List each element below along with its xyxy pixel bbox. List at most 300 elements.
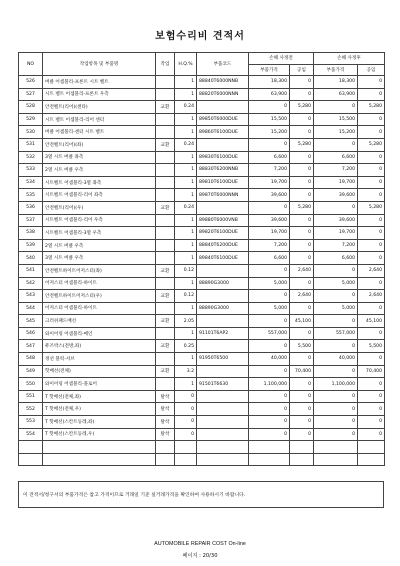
cell-after-labor: 0	[358, 164, 385, 177]
cell-before-part-price: 0	[249, 101, 290, 114]
cell-code	[197, 416, 249, 429]
cell-before-part-price: 1,100,000	[249, 378, 290, 391]
cell-no: 546	[19, 327, 43, 340]
cell-before-part-price: 15,200	[249, 126, 290, 139]
cell-code	[197, 428, 249, 441]
cell-code	[197, 390, 249, 403]
cell-after-labor: 45,100	[358, 315, 385, 328]
empty-cell	[43, 441, 156, 454]
cell-after-part-price: 6,600	[314, 151, 358, 164]
cell-no: 535	[19, 189, 43, 202]
cell-work	[156, 327, 175, 340]
cell-item: 크러쉬패드배선	[43, 315, 156, 328]
table-row	[19, 378, 385, 391]
cell-after-part-price: 15,500	[314, 113, 358, 126]
cell-before-part-price: 0	[249, 428, 290, 441]
cell-code	[197, 264, 249, 277]
cell-before-labor: 0	[290, 126, 314, 139]
cell-before-part-price: 7,200	[249, 164, 290, 177]
cell-after-labor: 0	[358, 214, 385, 227]
cell-work: 교환	[156, 138, 175, 151]
cell-item: 정션 블럭-서브	[43, 353, 156, 366]
cell-hq: 0	[175, 390, 197, 403]
cell-before-part-price: 0	[249, 365, 290, 378]
table-row	[19, 88, 385, 101]
cell-work	[156, 88, 175, 101]
cell-before-labor: 2,640	[290, 290, 314, 303]
cell-work	[156, 227, 175, 240]
cell-work: 교환	[156, 290, 175, 303]
cell-before-labor: 0	[290, 239, 314, 252]
cell-after-part-price: 63,900	[314, 88, 358, 101]
header-after-labor: 공임	[358, 64, 385, 76]
cell-before-labor: 0	[290, 378, 314, 391]
cell-after-labor: 0	[358, 88, 385, 101]
cell-before-labor: 0	[290, 428, 314, 441]
cell-after-part-price: 0	[314, 340, 358, 353]
table-row	[19, 290, 385, 303]
cell-after-part-price: 19,700	[314, 227, 358, 240]
cell-after-part-price: 0	[314, 264, 358, 277]
cell-before-labor: 0	[290, 227, 314, 240]
cell-item: 안전벨트(리어)(좌)	[43, 138, 156, 151]
cell-after-part-price: 6,600	[314, 252, 358, 265]
cell-before-part-price: 5,000	[249, 277, 290, 290]
empty-row	[19, 453, 385, 466]
cell-hq: 0	[175, 403, 197, 416]
cell-no: 542	[19, 277, 43, 290]
cell-before-labor: 0	[290, 327, 314, 340]
cell-code: 88890G3000	[197, 302, 249, 315]
cell-work	[156, 378, 175, 391]
cell-before-labor: 0	[290, 353, 314, 366]
cell-before-labor: 0	[290, 176, 314, 189]
empty-cell	[358, 453, 385, 466]
cell-after-labor: 0	[358, 428, 385, 441]
cell-after-labor: 70,400	[358, 365, 385, 378]
empty-cell	[197, 453, 249, 466]
empty-cell	[290, 453, 314, 466]
cell-no: 551	[19, 390, 43, 403]
cell-code: 89810T6100DUE	[197, 176, 249, 189]
cell-work	[156, 189, 175, 202]
table-row	[19, 164, 385, 177]
cell-before-part-price: 0	[249, 201, 290, 214]
cell-after-labor: 0	[358, 302, 385, 315]
cell-after-labor: 0	[358, 227, 385, 240]
table-row	[19, 277, 385, 290]
header-item: 작업항목 및 부품명	[43, 53, 156, 76]
table-row	[19, 239, 385, 252]
cell-hq: 1	[175, 113, 197, 126]
cell-no: 538	[19, 227, 43, 240]
cell-item: 시트 벨트 어셈블리-리어 센터	[43, 113, 156, 126]
cell-code: 89880T6000VNB	[197, 214, 249, 227]
cell-after-labor: 0	[358, 277, 385, 290]
cell-after-part-price: 0	[314, 290, 358, 303]
header-after-part-price: 부품가격	[314, 64, 358, 76]
cell-work	[156, 164, 175, 177]
cell-code: 91950T6500	[197, 353, 249, 366]
cell-after-labor: 0	[358, 126, 385, 139]
cell-item: T 핫배선(전체,우)	[43, 403, 156, 416]
cell-after-labor: 0	[358, 378, 385, 391]
empty-cell	[290, 441, 314, 454]
cell-after-labor: 2,640	[358, 264, 385, 277]
cell-hq: 1	[175, 327, 197, 340]
cell-before-labor: 0	[290, 390, 314, 403]
cell-before-labor: 0	[290, 416, 314, 429]
cell-before-part-price: 557,000	[249, 327, 290, 340]
cell-before-labor: 70,400	[290, 365, 314, 378]
header-before-part-price: 부품가격	[249, 64, 290, 76]
cell-before-part-price: 0	[249, 340, 290, 353]
cell-no: 528	[19, 101, 43, 114]
cell-no: 553	[19, 416, 43, 429]
cell-before-labor: 0	[290, 189, 314, 202]
cell-before-part-price: 7,200	[249, 239, 290, 252]
cell-after-part-price: 5,000	[314, 277, 358, 290]
cell-after-labor: 5,280	[358, 201, 385, 214]
cell-after-part-price: 40,000	[314, 353, 358, 366]
cell-after-part-price: 0	[314, 416, 358, 429]
cell-hq: 2.05	[175, 315, 197, 328]
cell-item: 시트벨트 어셈블리-리어 좌측	[43, 189, 156, 202]
cell-code	[197, 403, 249, 416]
cell-before-labor: 0	[290, 151, 314, 164]
cell-before-part-price: 19,700	[249, 176, 290, 189]
cell-work	[156, 353, 175, 366]
cell-no: 544	[19, 302, 43, 315]
cell-before-part-price: 19,700	[249, 227, 290, 240]
cell-before-labor: 5,280	[290, 138, 314, 151]
cell-before-labor: 0	[290, 403, 314, 416]
cell-item: 안전벨트하이트어저스터(우)	[43, 290, 156, 303]
cell-after-labor: 5,500	[358, 340, 385, 353]
empty-cell	[156, 441, 175, 454]
cell-before-part-price: 0	[249, 290, 290, 303]
table-row	[19, 428, 385, 441]
cell-code: 88820T6000NNN	[197, 88, 249, 101]
cell-before-part-price: 15,500	[249, 113, 290, 126]
empty-cell	[175, 441, 197, 454]
cell-before-labor: 5,500	[290, 340, 314, 353]
cell-hq: 0	[175, 416, 197, 429]
cell-after-part-price: 1,100,000	[314, 378, 358, 391]
cell-no: 554	[19, 428, 43, 441]
empty-cell	[314, 441, 358, 454]
cell-after-part-price: 19,700	[314, 176, 358, 189]
table-row	[19, 214, 385, 227]
cell-item: 퓨즈박스(전방,좌)	[43, 340, 156, 353]
footer-title: AUTOMOBILE REPAIR COST On-line	[154, 541, 246, 547]
cell-no: 549	[19, 365, 43, 378]
cell-no: 534	[19, 176, 43, 189]
cell-hq: 1	[175, 353, 197, 366]
cell-item: 핫배선(전체)	[43, 365, 156, 378]
disclaimer-note: 이 견적서/청구서의 부품가격은 참고 가격이므로 거래일 기준 실거래가격을 확인하여 사용하시기 바랍니다.	[18, 481, 384, 508]
cell-after-part-price: 0	[314, 365, 358, 378]
cell-after-labor: 2,640	[358, 290, 385, 303]
cell-item: 3열 시트 버클 좌측	[43, 151, 156, 164]
cell-item: 안전벨트(리어)(센타)	[43, 101, 156, 114]
cell-work: 교환	[156, 340, 175, 353]
cell-after-part-price: 0	[314, 101, 358, 114]
cell-item: 2열 시트 버클 우측	[43, 239, 156, 252]
empty-row	[19, 441, 385, 454]
table-row	[19, 403, 385, 416]
cell-no: 527	[19, 88, 43, 101]
cell-hq: 1	[175, 378, 197, 391]
table-row	[19, 340, 385, 353]
table-row	[19, 252, 385, 265]
cell-after-labor: 5,280	[358, 138, 385, 151]
cell-hq: 1	[175, 239, 197, 252]
cell-item: 버클 어셈블리-센터 시트 벨트	[43, 126, 156, 139]
cell-no: 545	[19, 315, 43, 328]
cell-work	[156, 239, 175, 252]
cell-no: 547	[19, 340, 43, 353]
cell-before-labor: 0	[290, 252, 314, 265]
cell-before-part-price: 39,600	[249, 214, 290, 227]
cell-after-labor: 0	[358, 76, 385, 89]
cell-no: 531	[19, 138, 43, 151]
page-number: 페이지 : 20/30	[182, 553, 218, 559]
cell-work: 교환	[156, 365, 175, 378]
cell-after-labor: 0	[358, 353, 385, 366]
empty-cell	[249, 441, 290, 454]
cell-work: 탈착	[156, 416, 175, 429]
cell-item: 와이어링 어셈블리-메인	[43, 327, 156, 340]
cell-before-labor: 0	[290, 214, 314, 227]
cell-after-part-price: 557,000	[314, 327, 358, 340]
cell-item: 와이어링 어셈블리-플로어	[43, 378, 156, 391]
cell-work	[156, 113, 175, 126]
table-row	[19, 76, 385, 89]
cell-after-labor: 0	[358, 176, 385, 189]
cell-before-part-price: 5,000	[249, 302, 290, 315]
cell-code	[197, 290, 249, 303]
table-row	[19, 416, 385, 429]
estimate-table	[18, 52, 385, 466]
cell-hq: 0.12	[175, 264, 197, 277]
cell-work	[156, 252, 175, 265]
cell-item: 안전벨트(리어)(우)	[43, 201, 156, 214]
cell-hq: 0.24	[175, 201, 197, 214]
cell-work: 교환	[156, 315, 175, 328]
table-row	[19, 126, 385, 139]
cell-no: 536	[19, 201, 43, 214]
cell-work: 탈착	[156, 390, 175, 403]
cell-work: 교환	[156, 201, 175, 214]
cell-no: 548	[19, 353, 43, 366]
cell-no: 537	[19, 214, 43, 227]
empty-cell	[156, 453, 175, 466]
table-row	[19, 390, 385, 403]
cell-code	[197, 315, 249, 328]
cell-after-part-price: 0	[314, 138, 358, 151]
cell-after-labor: 0	[358, 113, 385, 126]
cell-after-labor: 0	[358, 403, 385, 416]
cell-item: 시트벨트 어셈블리-3열 우측	[43, 227, 156, 240]
empty-cell	[175, 453, 197, 466]
cell-work	[156, 176, 175, 189]
cell-hq: 3.2	[175, 365, 197, 378]
cell-no: 543	[19, 290, 43, 303]
table-row	[19, 353, 385, 366]
cell-item: 어저스터 어셈블리-하이트	[43, 302, 156, 315]
cell-code: 88830T6200NNB	[197, 164, 249, 177]
cell-code: 88890G3000	[197, 277, 249, 290]
cell-item: T 핫배선(스칸트등레,좌)	[43, 416, 156, 429]
header-row-top	[19, 53, 385, 65]
cell-after-part-price: 0	[314, 390, 358, 403]
cell-no: 526	[19, 76, 43, 89]
table-row	[19, 138, 385, 151]
cell-before-labor: 5,280	[290, 101, 314, 114]
cell-no: 533	[19, 164, 43, 177]
cell-code: 89860T6100DUE	[197, 126, 249, 139]
cell-after-part-price: 0	[314, 428, 358, 441]
cell-hq: 1	[175, 126, 197, 139]
cell-after-labor: 0	[358, 252, 385, 265]
table-row	[19, 151, 385, 164]
cell-code	[197, 138, 249, 151]
cell-hq: 1	[175, 252, 197, 265]
header-code: 부품코드	[197, 53, 249, 76]
cell-after-part-price: 0	[314, 201, 358, 214]
cell-work: 교환	[156, 264, 175, 277]
cell-no: 529	[19, 113, 43, 126]
cell-before-part-price: 0	[249, 138, 290, 151]
cell-item: T 핫배선(전체,좌)	[43, 390, 156, 403]
cell-code: 89830T6100DUE	[197, 151, 249, 164]
table-row	[19, 315, 385, 328]
cell-before-part-price: 0	[249, 416, 290, 429]
cell-no: 539	[19, 239, 43, 252]
cell-work	[156, 126, 175, 139]
cell-before-part-price: 0	[249, 403, 290, 416]
cell-item: 3열 시트 버클 우측	[43, 252, 156, 265]
cell-code	[197, 365, 249, 378]
header-hq: H.Q.%	[175, 53, 197, 76]
cell-before-labor: 0	[290, 302, 314, 315]
cell-hq: 1	[175, 189, 197, 202]
cell-after-part-price: 7,200	[314, 164, 358, 177]
cell-before-part-price: 0	[249, 315, 290, 328]
header-work: 작업	[156, 53, 175, 76]
cell-item: 어저스터 어셈블리-하이트	[43, 277, 156, 290]
cell-work	[156, 151, 175, 164]
cell-no: 540	[19, 252, 43, 265]
cell-after-labor: 0	[358, 189, 385, 202]
cell-hq: 0.12	[175, 290, 197, 303]
cell-hq: 0.25	[175, 340, 197, 353]
cell-item: 버클 어셈블리-프론트 시트 벨트	[43, 76, 156, 89]
cell-code: 88840T6000NNB	[197, 76, 249, 89]
cell-hq: 1	[175, 164, 197, 177]
empty-cell	[358, 441, 385, 454]
cell-before-labor: 0	[290, 277, 314, 290]
document-title: 보험수리비 견적서	[155, 31, 245, 42]
cell-before-part-price: 0	[249, 264, 290, 277]
cell-after-labor: 0	[358, 151, 385, 164]
cell-code: 91501T6630	[197, 378, 249, 391]
cell-work: 탈착	[156, 403, 175, 416]
cell-code	[197, 201, 249, 214]
table-row	[19, 201, 385, 214]
cell-hq: 1	[175, 214, 197, 227]
cell-no: 532	[19, 151, 43, 164]
cell-item: 시트벨트 어셈블리-리어 우측	[43, 214, 156, 227]
cell-work	[156, 76, 175, 89]
cell-no: 530	[19, 126, 43, 139]
cell-hq: 0	[175, 428, 197, 441]
cell-after-part-price: 39,600	[314, 189, 358, 202]
cell-item: 시트벨트 어셈블리-3열 좌측	[43, 176, 156, 189]
empty-cell	[19, 441, 43, 454]
cell-after-part-price: 39,600	[314, 214, 358, 227]
cell-after-part-price: 0	[314, 403, 358, 416]
empty-cell	[197, 441, 249, 454]
cell-code: 91101T6AP2	[197, 327, 249, 340]
cell-code: 89840T6100DUE	[197, 252, 249, 265]
cell-code	[197, 340, 249, 353]
cell-hq: 1	[175, 176, 197, 189]
header-before: 손해 사정전	[249, 53, 314, 65]
cell-code: 89820T6100DUE	[197, 227, 249, 240]
cell-code	[197, 101, 249, 114]
cell-after-labor: 0	[358, 416, 385, 429]
cell-after-part-price: 5,000	[314, 302, 358, 315]
cell-no: 550	[19, 378, 43, 391]
cell-before-part-price: 40,000	[249, 353, 290, 366]
cell-work	[156, 214, 175, 227]
cell-before-part-price: 39,600	[249, 189, 290, 202]
cell-after-labor: 0	[358, 327, 385, 340]
table-row	[19, 227, 385, 240]
cell-before-labor: 45,100	[290, 315, 314, 328]
empty-cell	[249, 453, 290, 466]
cell-item: 안전벨트하이트어저스터(좌)	[43, 264, 156, 277]
cell-code: 89870T6000NNN	[197, 189, 249, 202]
cell-hq: 1	[175, 227, 197, 240]
cell-hq: 1	[175, 76, 197, 89]
cell-before-labor: 2,640	[290, 264, 314, 277]
cell-before-part-price: 6,600	[249, 151, 290, 164]
cell-after-part-price: 15,200	[314, 126, 358, 139]
table-row	[19, 176, 385, 189]
table-row	[19, 101, 385, 114]
table-row	[19, 302, 385, 315]
cell-after-labor: 0	[358, 239, 385, 252]
cell-before-part-price: 6,600	[249, 252, 290, 265]
cell-code: 88840T6200DUE	[197, 239, 249, 252]
table-row	[19, 189, 385, 202]
cell-hq: 1	[175, 277, 197, 290]
empty-cell	[43, 453, 156, 466]
cell-before-part-price: 0	[249, 390, 290, 403]
table-row	[19, 264, 385, 277]
cell-work: 탈착	[156, 428, 175, 441]
cell-hq: 0.24	[175, 101, 197, 114]
header-before-labor: 공임	[290, 64, 314, 76]
cell-item: T 핫배선(스칸트등레,우)	[43, 428, 156, 441]
cell-hq: 0.24	[175, 138, 197, 151]
cell-item: 2열 시트 버클 우측	[43, 164, 156, 177]
cell-before-labor: 0	[290, 76, 314, 89]
cell-after-part-price: 18,300	[314, 76, 358, 89]
